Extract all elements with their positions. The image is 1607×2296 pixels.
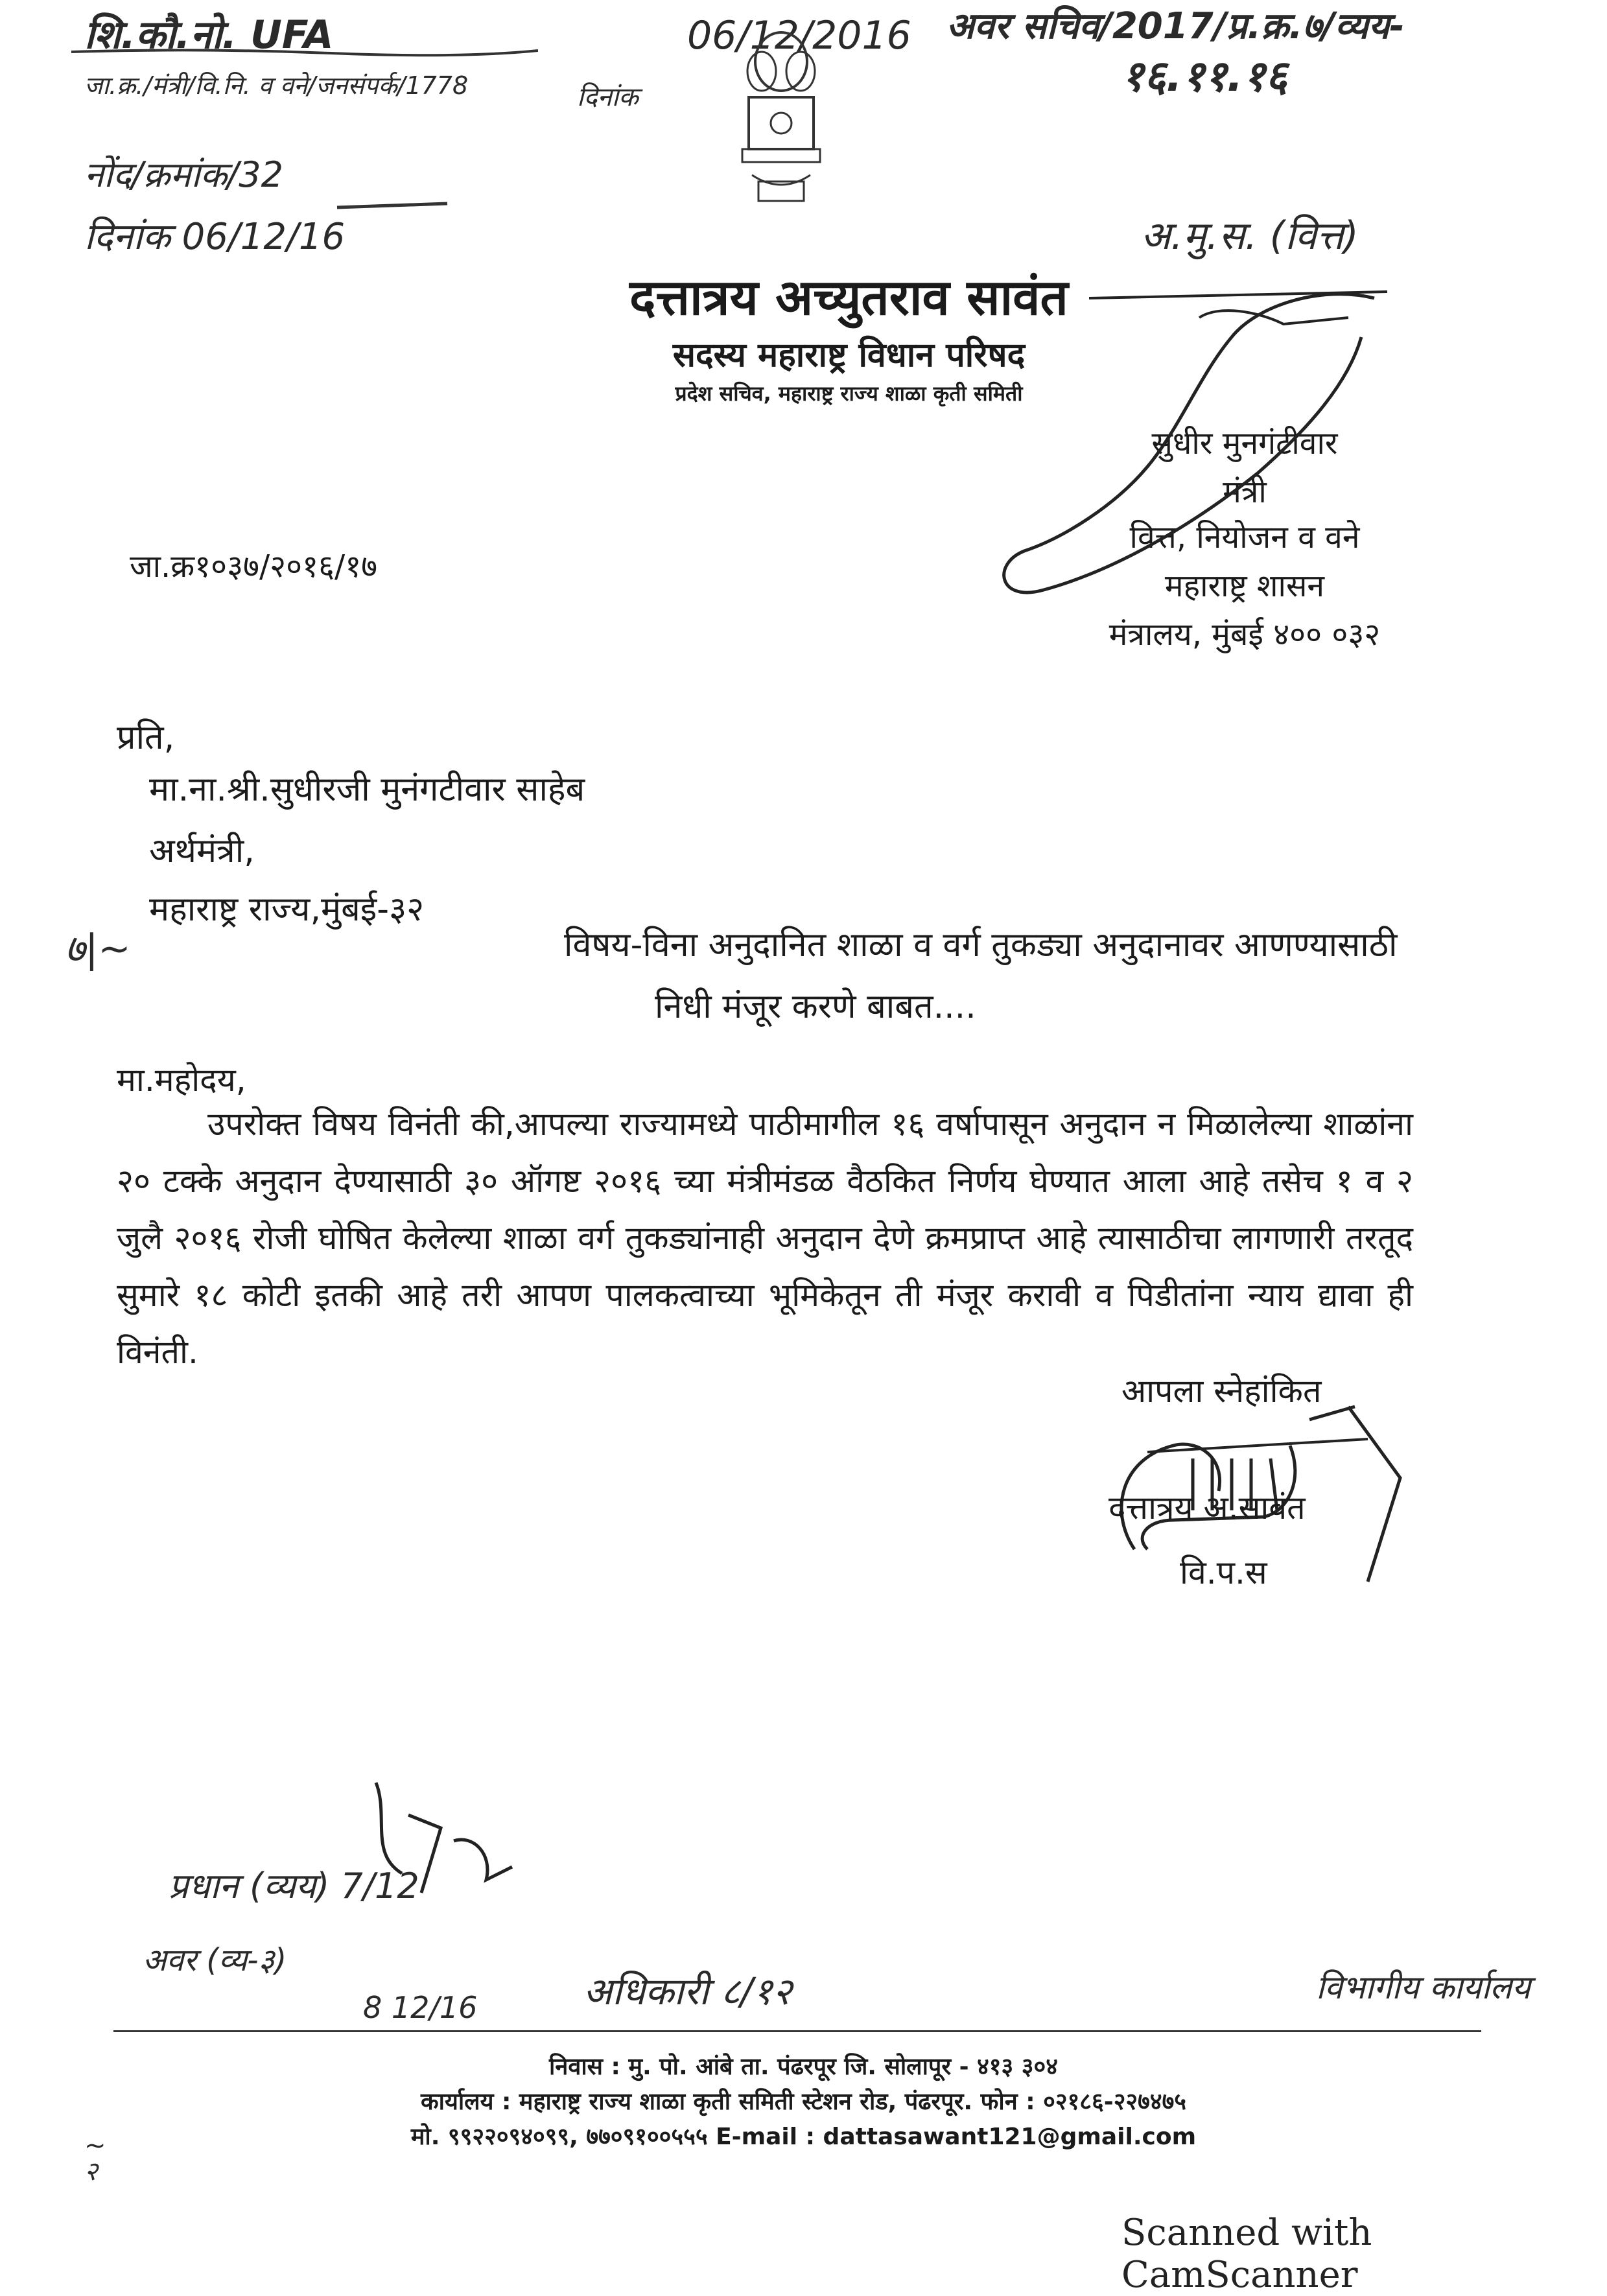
minister-name: सुधीर मुनगंटीवार xyxy=(1151,425,1338,462)
minister-title: मंत्री xyxy=(1223,474,1267,510)
addressee-name: मा.ना.श्री.सुधीरजी मुनंगटीवार साहेब xyxy=(149,770,585,809)
note-officer: अधिकारी ८/१२ xyxy=(583,1969,792,2013)
handwritten-top-note: अवर सचिव/2017/प्र.क्र.७/व्यय- xyxy=(946,5,1405,47)
sender-name: दत्तात्रय अ.सावंत xyxy=(1108,1489,1306,1527)
letterhead-subdesignation: प्रदेश सचिव, महाराष्ट्र राज्य शाळा कृती समिती xyxy=(675,381,1023,406)
letter-body: उपरोक्त विषय विनंती की,आपल्या राज्यामध्ये पाठीमागील १६ वर्षापासून अनुदान न मिळालेल्या शाळांना २० टक्के अनुदान देण्यासाठी ३० ऑगष्ट २०१६ च्या मंत्रीमंडळ वैठकित निर्णय घेण्यात आला आहे तसेच १ व २ जुलै २०१६ रोजी घोषित केलेल्या शाळा वर्ग तुकड्यांनाही अनुदान देणे क्रमप्राप्त आहे त्यासाठीचा लागणारी तरतूद सुमारे १८ कोटी इतकी आहे तरी आपण पालकत्वाच्या भूमिकेतून ती मंजूर करावी व पिडीतांना न्याय द्यावा ही विनंती. xyxy=(117,1105,1413,1371)
stamp-reference: शि.कौ.नो. UFA xyxy=(84,12,334,58)
handwritten-top-number: १६.११.१६ xyxy=(1121,51,1288,101)
stamp-date-label: दिनांक xyxy=(577,82,639,112)
addressee-place: महाराष्ट्र राज्य,मुंबई-३२ xyxy=(149,890,425,929)
footer-margin-mark: ~ २ xyxy=(84,2131,106,2186)
footer-contact: मो. ९९२२०९४०९९, ७७०९१००५५५ E-mail : dattasawant121@gmail.com xyxy=(410,2124,1197,2150)
stamp-dash xyxy=(331,194,460,220)
minister-department: वित्त, नियोजन व वने xyxy=(1129,519,1360,556)
note-date: 8 12/16 xyxy=(363,1990,478,2025)
closing-regards: आपला स्नेहांकित xyxy=(1121,1372,1322,1410)
margin-mark: ७|~ xyxy=(65,926,131,972)
footer-divider xyxy=(113,2030,1481,2032)
stamp-underline xyxy=(71,45,538,58)
footer-office: कार्यालय : महाराष्ट्र राज्य शाळा कृती समिती स्टेशन रोड, पंढरपूर. फोन : ०२१८६-२२७४७५ xyxy=(420,2089,1187,2115)
note-divisional-office: विभागीय कार्यालय xyxy=(1316,1969,1531,2006)
to-label: प्रति, xyxy=(117,718,175,757)
salutation: मा.महोदय, xyxy=(117,1061,246,1099)
note-under-secretary: अवर (व्य-३) xyxy=(143,1942,287,1978)
footer-residence: निवास : मु. पो. आंबे ता. पंढरपूर जि. सोलापूर - ४१३ ३०४ xyxy=(549,2054,1058,2080)
minister-signature xyxy=(985,279,1400,616)
stamp-number: नोंद/क्रमांक/32 xyxy=(84,154,283,195)
stamp-date: दिनांक 06/12/16 xyxy=(84,216,346,258)
outward-number: जा.क्र१०३७/२०१६/१७ xyxy=(130,548,378,585)
inward-register-stamp xyxy=(71,6,687,258)
handwritten-date: 06/12/2016 xyxy=(687,13,911,58)
stamp-office-line: जा.क्र./मंत्री/वि.नि. व वने/जनसंपर्क/1778 xyxy=(84,71,469,100)
subject-line-1: विषय-विना अनुदानित शाळा व वर्ग तुकड्या अनुदानावर आणण्यासाठी xyxy=(564,926,1398,965)
note-principal: प्रधान (व्यय) 7/12 xyxy=(169,1866,419,1906)
minister-address: मंत्रालय, मुंबई ४०० ०३२ xyxy=(1108,616,1381,653)
addressee-title: अर्थमंत्री, xyxy=(149,832,255,871)
minister-government: महाराष्ट्र शासन xyxy=(1164,568,1325,604)
sender-designation: वि.प.स xyxy=(1180,1554,1267,1591)
letterhead-designation: सदस्य महाराष्ट्र विधान परिषद xyxy=(672,336,1026,375)
letterhead-name: दत्तात्रय अच्युतराव सावंत xyxy=(629,268,1068,326)
subject-line-2: निधी मंजूर करणे बाबत.... xyxy=(655,987,976,1026)
scanner-watermark: Scanned with CamScanner xyxy=(1121,2212,1372,2296)
handwritten-right-note: अ.मु.स. (वित्त) xyxy=(1141,213,1359,259)
national-emblem-icon xyxy=(733,26,830,207)
